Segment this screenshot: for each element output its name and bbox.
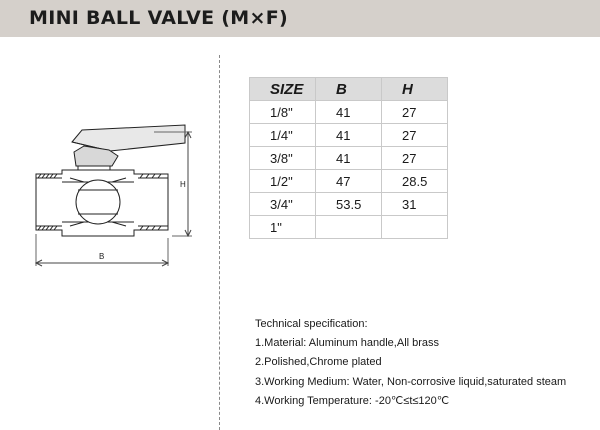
cell-size: 3/8" (250, 147, 316, 170)
cell-size: 1" (250, 216, 316, 239)
spec-item: 2.Polished,Chrome plated (255, 356, 382, 369)
spec-heading: Technical specification: (255, 318, 368, 330)
spec-item: 4.Working Temperature: -20℃≤t≤120℃ (255, 394, 450, 407)
valve-ball (76, 180, 120, 224)
cell-h: 31 (382, 193, 448, 216)
cell-b: 53.5 (316, 193, 382, 216)
cell-b: 41 (316, 124, 382, 147)
cell-b: 41 (316, 101, 382, 124)
page-title: MINI BALL VALVE (M×F) (29, 7, 288, 29)
table-row (250, 124, 448, 147)
cell-b (316, 216, 382, 239)
table-row (250, 147, 448, 170)
table-header-row (250, 78, 448, 101)
header-h: H (382, 78, 448, 101)
spec-item: 3.Working Medium: Water, Non-corrosive liquid,saturated steam (255, 375, 567, 388)
table-row (250, 216, 448, 239)
table-row (250, 170, 448, 193)
cell-h: 27 (382, 101, 448, 124)
header-size: SIZE (250, 78, 316, 101)
cell-size: 1/2" (250, 170, 316, 193)
dimension-h-label: H (180, 180, 186, 189)
cell-b: 47 (316, 170, 382, 193)
spec-item: 1.Material: Aluminum handle,All brass (255, 337, 440, 350)
valve-drawing (14, 118, 204, 273)
table-row (250, 101, 448, 124)
size-table (249, 77, 448, 239)
technical-specification (255, 315, 566, 411)
title-bar (0, 0, 600, 37)
cell-size: 3/4" (250, 193, 316, 216)
cell-h (382, 216, 448, 239)
table-row (250, 193, 448, 216)
dimension-b-label: B (99, 252, 105, 261)
cell-h: 27 (382, 124, 448, 147)
section-divider (219, 55, 220, 430)
cell-h: 27 (382, 147, 448, 170)
cell-b: 41 (316, 147, 382, 170)
cell-h: 28.5 (382, 170, 448, 193)
header-b: B (316, 78, 382, 101)
cell-size: 1/8" (250, 101, 316, 124)
cell-size: 1/4" (250, 124, 316, 147)
